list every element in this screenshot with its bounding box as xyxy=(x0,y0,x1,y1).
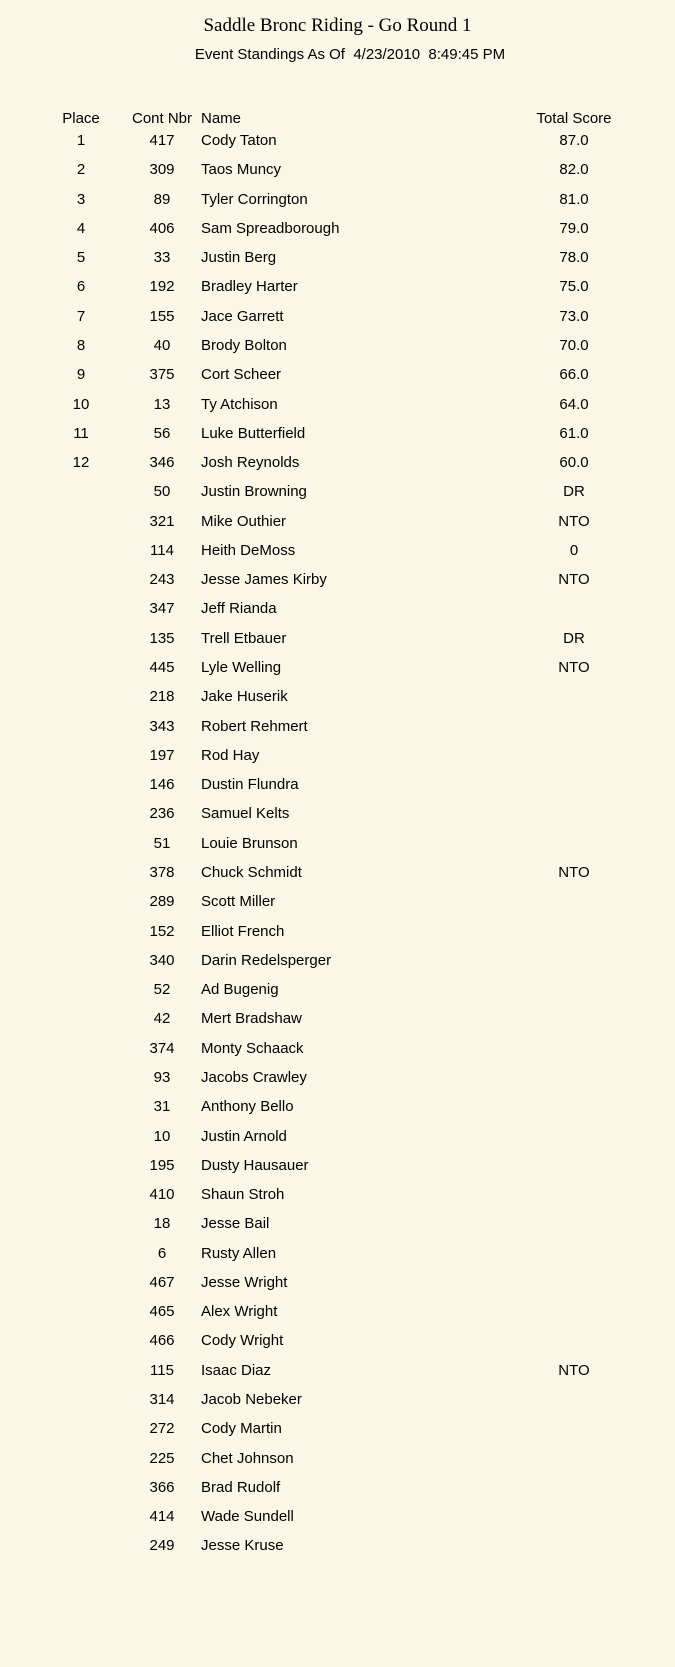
row-cont-nbr: 115 xyxy=(150,1361,174,1379)
row-cont-nbr: 89 xyxy=(153,190,171,208)
row-name: Monty Schaack xyxy=(201,1039,304,1057)
row-total-score: 73.0 xyxy=(559,307,589,325)
row-name: Bradley Harter xyxy=(201,278,298,296)
row-cont-nbr: 340 xyxy=(149,951,175,969)
table-row xyxy=(0,219,675,239)
row-total-score: 0 xyxy=(569,541,579,559)
table-row xyxy=(0,1244,675,1264)
row-cont-nbr: 410 xyxy=(149,1186,175,1204)
row-cont-nbr: 347 xyxy=(149,600,175,618)
table-row xyxy=(0,1361,675,1381)
table-row xyxy=(0,512,675,532)
row-cont-nbr: 218 xyxy=(149,688,175,706)
row-name: Jace Garrett xyxy=(201,307,284,325)
row-cont-nbr: 18 xyxy=(153,1215,171,1233)
row-name: Jacobs Crawley xyxy=(201,1068,307,1086)
row-cont-nbr: 343 xyxy=(149,717,175,735)
table-row xyxy=(0,717,675,737)
row-name: Brody Bolton xyxy=(201,336,287,354)
row-name: Rusty Allen xyxy=(201,1244,277,1262)
row-name: Sam Spreadborough xyxy=(201,219,340,237)
row-place: 1 xyxy=(76,132,86,149)
row-name: Rod Hay xyxy=(201,746,260,764)
table-row xyxy=(0,365,675,385)
table-row xyxy=(0,1302,675,1322)
row-cont-nbr: 309 xyxy=(149,161,175,179)
row-place: 5 xyxy=(76,249,86,267)
header-cont-nbr: Cont Nbr xyxy=(131,110,193,127)
row-place: 6 xyxy=(76,278,86,296)
row-name: Scott Miller xyxy=(201,893,276,911)
row-name: Anthony Bello xyxy=(201,1098,294,1116)
table-row xyxy=(0,131,675,151)
row-cont-nbr: 467 xyxy=(149,1273,175,1291)
row-cont-nbr: 249 xyxy=(149,1537,175,1555)
row-cont-nbr: 414 xyxy=(149,1508,175,1526)
row-cont-nbr: 314 xyxy=(149,1391,175,1409)
row-cont-nbr: 13 xyxy=(153,395,171,413)
row-place: 8 xyxy=(76,336,86,354)
row-cont-nbr: 366 xyxy=(149,1478,175,1496)
row-cont-nbr: 243 xyxy=(149,571,175,589)
table-row xyxy=(0,1214,675,1234)
row-name: Jeff Rianda xyxy=(201,600,277,618)
table-row xyxy=(0,629,675,649)
row-name: Jake Huserik xyxy=(201,688,288,706)
table-row xyxy=(0,1156,675,1176)
row-name: Mike Outhier xyxy=(201,512,287,530)
table-row xyxy=(0,307,675,327)
row-cont-nbr: 417 xyxy=(149,132,175,149)
row-name: Mert Bradshaw xyxy=(201,1010,302,1028)
row-cont-nbr: 52 xyxy=(153,981,171,999)
row-total-score: DR xyxy=(563,629,585,647)
row-name: Chuck Schmidt xyxy=(201,864,302,881)
row-name: Darin Redelsperger xyxy=(201,951,332,969)
row-name: Justin Browning xyxy=(201,483,307,501)
table-row xyxy=(0,687,675,707)
row-total-score: 64.0 xyxy=(559,395,589,413)
table-row xyxy=(0,892,675,912)
table-row xyxy=(0,1068,675,1088)
row-name: Elliot French xyxy=(201,922,285,940)
row-name: Dusty Hausauer xyxy=(201,1156,309,1174)
row-total-score: 61.0 xyxy=(559,424,589,442)
row-name: Chet Johnson xyxy=(201,1449,294,1467)
row-name: Luke Butterfield xyxy=(201,424,306,442)
row-cont-nbr: 406 xyxy=(149,219,175,237)
row-name: Shaun Stroh xyxy=(201,1186,285,1204)
row-total-score: DR xyxy=(563,483,585,501)
row-total-score: 75.0 xyxy=(559,278,589,296)
row-name: Cody Wright xyxy=(201,1332,284,1350)
table-row xyxy=(0,1127,675,1147)
table-row xyxy=(0,834,675,854)
row-cont-nbr: 197 xyxy=(149,746,175,764)
table-row xyxy=(0,190,675,210)
row-name: Samuel Kelts xyxy=(201,805,290,823)
row-cont-nbr: 192 xyxy=(149,278,175,296)
row-cont-nbr: 135 xyxy=(149,629,175,647)
table-row xyxy=(0,424,675,444)
row-cont-nbr: 466 xyxy=(149,1332,175,1350)
row-total-score: 79.0 xyxy=(559,219,589,237)
header-name: Name xyxy=(201,110,242,127)
table-row xyxy=(0,599,675,619)
table-row xyxy=(0,395,675,415)
row-cont-nbr: 225 xyxy=(149,1449,175,1467)
table-row xyxy=(0,1009,675,1029)
header-place: Place xyxy=(62,110,100,127)
row-cont-nbr: 289 xyxy=(149,893,175,911)
table-row xyxy=(0,453,675,473)
row-cont-nbr: 51 xyxy=(153,834,171,852)
row-total-score: 82.0 xyxy=(559,161,589,179)
row-name: Wade Sundell xyxy=(201,1508,294,1526)
row-cont-nbr: 195 xyxy=(149,1156,175,1174)
table-row xyxy=(0,1507,675,1527)
table-row xyxy=(0,746,675,766)
table-row xyxy=(0,1185,675,1205)
table-row xyxy=(0,775,675,795)
row-name: Brad Rudolf xyxy=(201,1478,281,1496)
row-total-score: 81.0 xyxy=(559,190,589,208)
row-name: Jesse Bail xyxy=(201,1215,270,1233)
row-total-score: NTO xyxy=(558,864,590,881)
row-cont-nbr: 465 xyxy=(149,1303,175,1321)
row-name: Trell Etbauer xyxy=(201,629,287,647)
row-name: Jesse Wright xyxy=(201,1273,288,1291)
table-row xyxy=(0,248,675,268)
table-row xyxy=(0,1273,675,1293)
report-subtitle: Event Standings As Of 4/23/2010 8:49:45 PM xyxy=(194,46,506,63)
row-total-score: NTO xyxy=(558,571,590,589)
row-place: 2 xyxy=(76,161,86,179)
row-cont-nbr: 378 xyxy=(149,864,175,881)
row-name: Jacob Nebeker xyxy=(201,1391,302,1409)
row-name: Ty Atchison xyxy=(201,395,278,413)
table-row xyxy=(0,541,675,561)
row-total-score: 66.0 xyxy=(559,366,589,384)
row-name: Alex Wright xyxy=(201,1303,278,1321)
table-row xyxy=(0,1449,675,1469)
row-total-score: 60.0 xyxy=(559,454,589,472)
report-title: Saddle Bronc Riding - Go Round 1 xyxy=(203,15,472,36)
row-cont-nbr: 272 xyxy=(149,1420,175,1438)
row-cont-nbr: 42 xyxy=(153,1010,171,1028)
row-cont-nbr: 56 xyxy=(153,424,171,442)
row-cont-nbr: 375 xyxy=(149,366,175,384)
row-cont-nbr: 321 xyxy=(149,512,175,530)
row-name: Louie Brunson xyxy=(201,834,298,852)
table-row xyxy=(0,1419,675,1439)
row-name: Justin Berg xyxy=(201,249,277,267)
row-cont-nbr: 152 xyxy=(149,922,175,940)
row-name: Ad Bugenig xyxy=(201,981,279,999)
table-row xyxy=(0,1390,675,1410)
row-cont-nbr: 155 xyxy=(149,307,175,325)
table-row xyxy=(0,336,675,356)
row-name: Cody Taton xyxy=(201,132,277,149)
header-total-score: Total Score xyxy=(536,110,612,127)
table-row xyxy=(0,160,675,180)
table-row xyxy=(0,863,675,883)
table-row xyxy=(0,1478,675,1498)
row-total-score: 70.0 xyxy=(559,336,589,354)
row-place: 12 xyxy=(72,454,90,472)
table-row xyxy=(0,482,675,502)
row-cont-nbr: 10 xyxy=(153,1127,171,1145)
table-row xyxy=(0,980,675,1000)
row-name: Dustin Flundra xyxy=(201,776,299,794)
row-name: Justin Arnold xyxy=(201,1127,287,1145)
table-row xyxy=(0,277,675,297)
row-name: Cody Martin xyxy=(201,1420,282,1438)
row-name: Jesse Kruse xyxy=(201,1537,284,1555)
row-place: 4 xyxy=(76,219,86,237)
row-name: Heith DeMoss xyxy=(201,541,296,559)
row-cont-nbr: 445 xyxy=(149,659,175,677)
row-total-score: NTO xyxy=(558,659,590,677)
table-row xyxy=(0,951,675,971)
row-name: Jesse James Kirby xyxy=(201,571,327,589)
row-name: Taos Muncy xyxy=(201,161,282,179)
row-name: Lyle Welling xyxy=(201,659,282,677)
row-cont-nbr: 346 xyxy=(149,454,175,472)
row-cont-nbr: 114 xyxy=(150,541,174,559)
row-cont-nbr: 236 xyxy=(149,805,175,823)
row-cont-nbr: 40 xyxy=(153,336,171,354)
table-row xyxy=(0,1039,675,1059)
row-total-score: 78.0 xyxy=(559,249,589,267)
table-row xyxy=(0,1097,675,1117)
row-total-score: NTO xyxy=(558,1361,590,1379)
row-cont-nbr: 6 xyxy=(157,1244,167,1262)
table-row xyxy=(0,1331,675,1351)
row-cont-nbr: 33 xyxy=(153,249,171,267)
row-cont-nbr: 50 xyxy=(153,483,171,501)
table-row xyxy=(0,922,675,942)
row-cont-nbr: 146 xyxy=(149,776,175,794)
row-place: 3 xyxy=(76,190,86,208)
row-cont-nbr: 31 xyxy=(153,1098,171,1116)
row-name: Cort Scheer xyxy=(201,366,282,384)
table-row xyxy=(0,658,675,678)
row-name: Tyler Corrington xyxy=(201,190,308,208)
row-cont-nbr: 93 xyxy=(153,1068,171,1086)
table-row xyxy=(0,804,675,824)
row-name: Isaac Diaz xyxy=(201,1361,272,1379)
row-place: 10 xyxy=(72,395,90,413)
table-row xyxy=(0,570,675,590)
row-place: 11 xyxy=(73,424,89,442)
row-total-score: 87.0 xyxy=(559,132,589,149)
row-cont-nbr: 374 xyxy=(149,1039,175,1057)
row-total-score: NTO xyxy=(558,512,590,530)
row-place: 7 xyxy=(76,307,86,325)
row-name: Robert Rehmert xyxy=(201,717,308,735)
table-row xyxy=(0,1536,675,1556)
row-name: Josh Reynolds xyxy=(201,454,300,472)
row-place: 9 xyxy=(76,366,86,384)
